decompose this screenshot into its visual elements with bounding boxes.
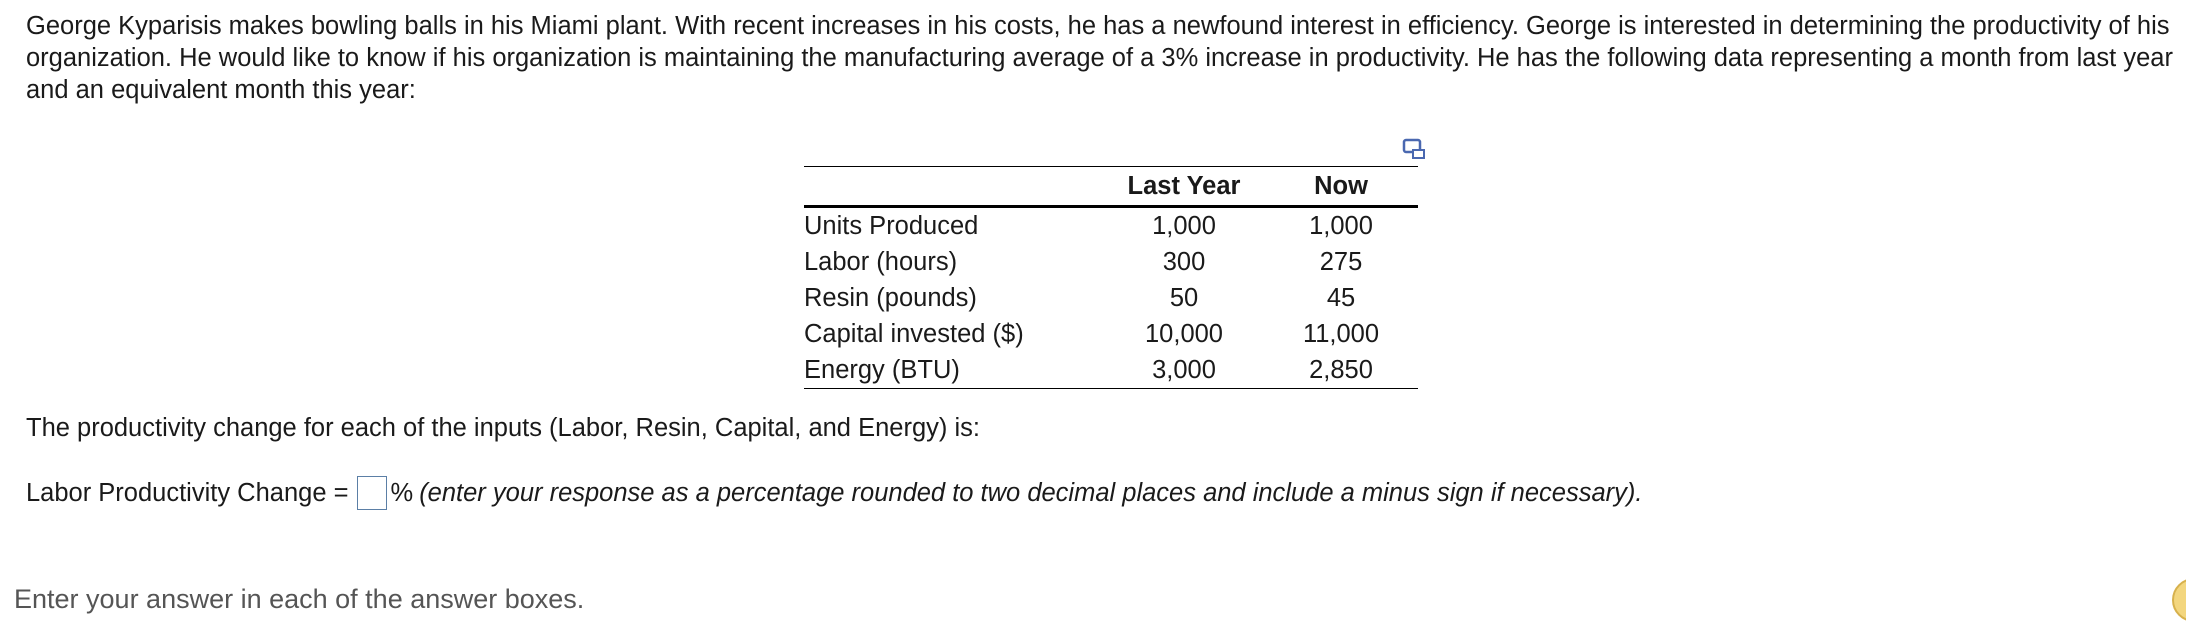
problem-statement: George Kyparisis makes bowling balls in his Miami plant. With recent increases in his costs, he has a newfound interest in efficiency. George is interested in determining the productivity of his organization. He would like to know if his organization is maintaining the manufacturing average of a 3% increase in productivity. He has the following data representing a month from last year and an equivalent month this year:	[26, 12, 2173, 104]
last-year-value: 10,000	[1145, 319, 1223, 348]
footer-instruction: Enter your answer in each of the answer boxes.	[14, 584, 585, 614]
help-icon[interactable]	[2172, 578, 2186, 622]
table-row	[804, 244, 1418, 280]
header-label	[804, 167, 1104, 207]
now-value: 2,850	[1264, 352, 1418, 389]
copy-icon[interactable]	[1402, 138, 1426, 160]
table-row	[804, 316, 1418, 352]
now-value: 1,000	[1309, 211, 1373, 240]
table-header-row	[804, 167, 1418, 207]
table-row	[804, 280, 1418, 316]
percent-unit: %	[390, 478, 414, 507]
answer-label: Labor Productivity Change =	[26, 478, 349, 507]
now-value: 45	[1326, 283, 1356, 312]
row-label: Units Produced	[804, 211, 979, 240]
labor-productivity-answer-input[interactable]	[357, 476, 387, 510]
header-last-year: Last Year	[1104, 167, 1264, 207]
row-label: Labor (hours)	[804, 247, 958, 276]
last-year-value: 300	[1162, 247, 1206, 276]
last-year-value: 50	[1169, 283, 1199, 312]
row-label: Capital invested ($)	[804, 319, 1024, 348]
table-row	[804, 352, 1418, 389]
now-value: 11,000	[1302, 319, 1380, 348]
row-label: Energy (BTU)	[804, 352, 1104, 389]
header-now: Now	[1264, 167, 1418, 207]
question-prompt: The productivity change for each of the inputs (Labor, Resin, Capital, and Energy) is:	[26, 414, 980, 442]
data-table	[804, 166, 1418, 389]
row-label: Resin (pounds)	[804, 283, 977, 312]
last-year-value: 3,000	[1104, 352, 1264, 389]
answer-line	[26, 476, 1642, 510]
now-value: 275	[1319, 247, 1363, 276]
table-row	[804, 207, 1418, 245]
answer-instruction: (enter your response as a percentage rounded to two decimal places and include a minus sign if necessary).	[419, 478, 1643, 507]
last-year-value: 1,000	[1152, 211, 1216, 240]
